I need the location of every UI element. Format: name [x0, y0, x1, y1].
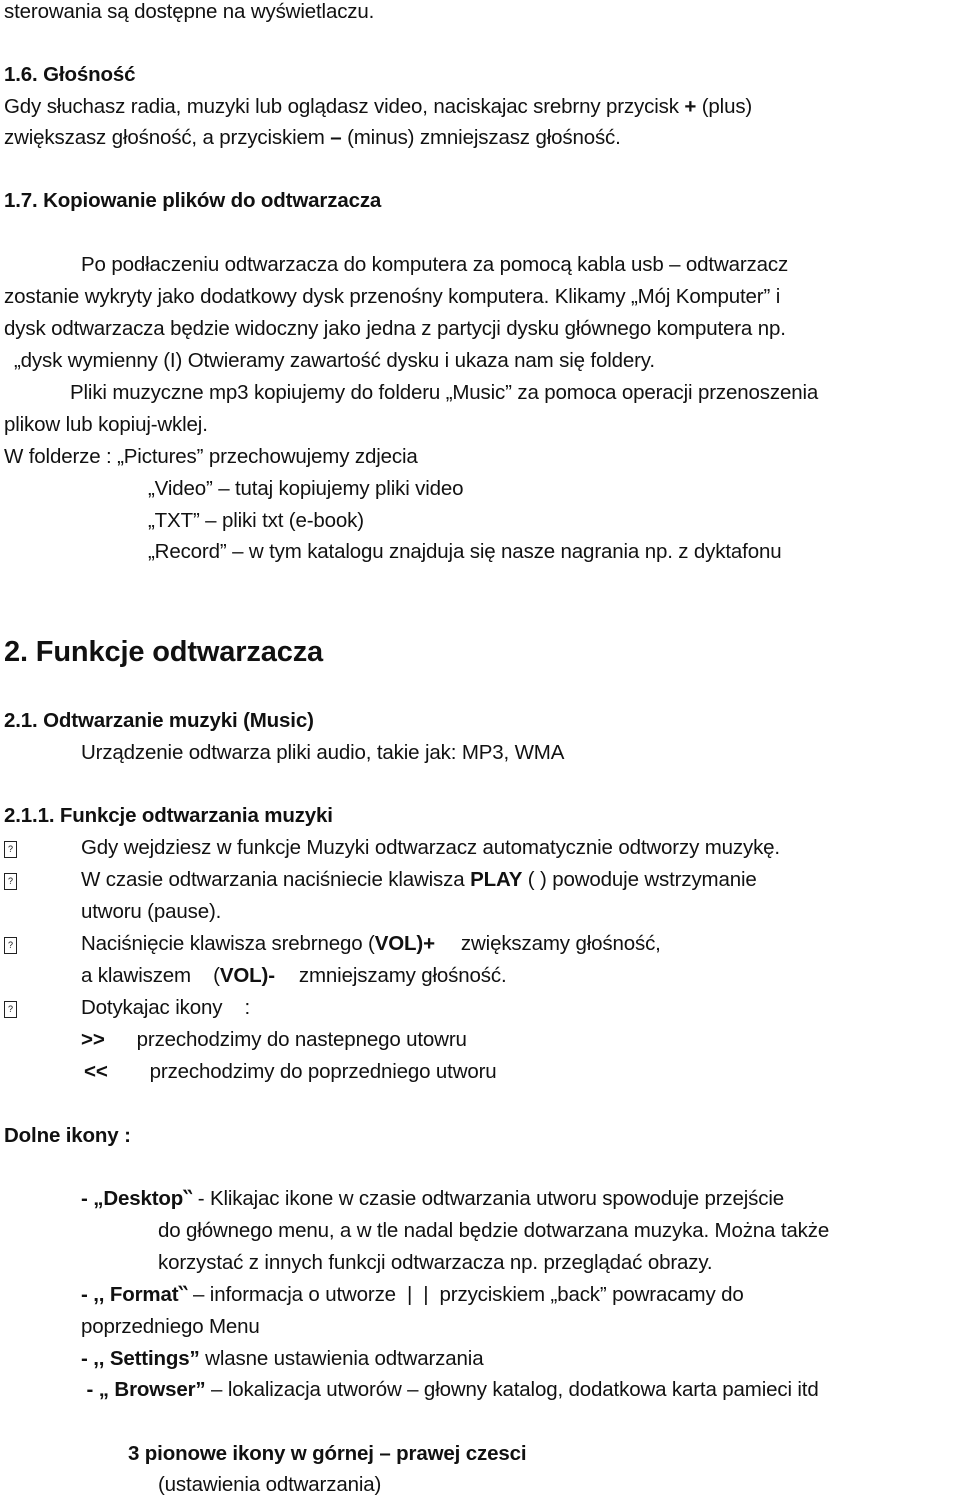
bullet-box-icon: ? [4, 872, 17, 890]
text-line: - ,, Settings” wlasne ustawienia odtwarzania [81, 1347, 484, 1370]
text-line: Urządzenie odtwarza pliki audio, takie jak: MP3, WMA [81, 741, 565, 764]
bullet-text: Naciśnięcie klawisza srebrnego (VOL)+ zwiększamy głośność, [81, 932, 661, 955]
bullet-text: << przechodzimy do poprzedniego utworu [84, 1060, 497, 1083]
text-line: korzystać z innych funkcji odtwarzacza np. przeglądać obrazy. [158, 1251, 713, 1274]
text-line: Po podłaczeniu odtwarzacza do komputera za pomocą kabla usb – odtwarzacz [81, 253, 789, 276]
bullet-text: Dotykajac ikony : [81, 996, 251, 1019]
text-line: 3 pionowe ikony w górnej – prawej czesci [128, 1442, 527, 1465]
text-line: sterowania są dostępne na wyświetlaczu. [4, 0, 375, 23]
section-heading-2-1-1: 2.1.1. Funkcje odtwarzania muzyki [4, 804, 333, 827]
text-line: „Record” – w tym katalogu znajduja się nasze nagrania np. z dyktafonu [148, 540, 782, 563]
bullet-box-icon: ? [4, 840, 17, 858]
text-line: poprzedniego Menu [81, 1315, 260, 1338]
text-line: zwiększasz głośność, a przyciskiem – (minus) zmniejszasz głośność. [4, 126, 621, 149]
bullet-text: >> przechodzimy do nastepnego utowru [81, 1028, 467, 1051]
bullet-text: Gdy wejdziesz w funkcje Muzyki odtwarzacz automatycznie odtworzy muzykę. [81, 836, 780, 859]
bullet-text: a klawiszem (VOL)- zmniejszamy głośność. [81, 964, 507, 987]
text-line: dysk odtwarzacza będzie widoczny jako jedna z partycji dysku głównego komputera np. [4, 317, 786, 340]
text-line: - „ Browser” – lokalizacja utworów – głowny katalog, dodatkowa karta pamieci itd [81, 1378, 819, 1401]
bottom-icons-heading: Dolne ikony : [4, 1124, 131, 1147]
section-heading-2-1: 2.1. Odtwarzanie muzyki (Music) [4, 709, 314, 732]
text-line: Pliki muzyczne mp3 kopiujemy do folderu „Music” za pomoca operacji przenoszenia [70, 381, 819, 404]
text-line: - „Desktop‵‵ - Klikajac ikone w czasie odtwarzania utworu spowoduje przejście [81, 1187, 785, 1210]
section-heading-1-6: 1.6. Głośność [4, 63, 136, 86]
text-line: „Video” – tutaj kopiujemy pliki video [148, 477, 464, 500]
chapter-heading-2: 2. Funkcje odtwarzacza [4, 636, 324, 668]
text-line: - ,, Format‵‵ – informacja o utworze | | przyciskiem „back” powracamy do [81, 1283, 744, 1306]
bullet-box-icon: ? [4, 1000, 17, 1018]
text-line: „TXT” – pliki txt (e-book) [148, 509, 364, 532]
bullet-box-icon: ? [4, 936, 17, 954]
text-line: zostanie wykryty jako dodatkowy dysk przenośny komputera. Klikamy „Mój Komputer” i [4, 285, 781, 308]
text-line: (ustawienia odtwarzania) [158, 1473, 382, 1496]
text-line: plikow lub kopiuj-wklej. [4, 413, 208, 436]
text-line: do głównego menu, a w tle nadal będzie dotwarzana muzyka. Można także [158, 1219, 830, 1242]
bullet-text: W czasie odtwarzania naciśniecie klawisza PLAY ( ) powoduje wstrzymanie [81, 868, 757, 891]
bullet-text: utworu (pause). [81, 900, 222, 923]
text-line: „dysk wymienny (I) Otwieramy zawartość dysku i ukaza nam się foldery. [14, 349, 655, 372]
text-line: Gdy słuchasz radia, muzyki lub oglądasz video, naciskajac srebrny przycisk + (plus) [4, 95, 753, 118]
text-line: W folderze : „Pictures” przechowujemy zdjecia [4, 445, 418, 468]
section-heading-1-7: 1.7. Kopiowanie plików do odtwarzacza [4, 189, 382, 212]
